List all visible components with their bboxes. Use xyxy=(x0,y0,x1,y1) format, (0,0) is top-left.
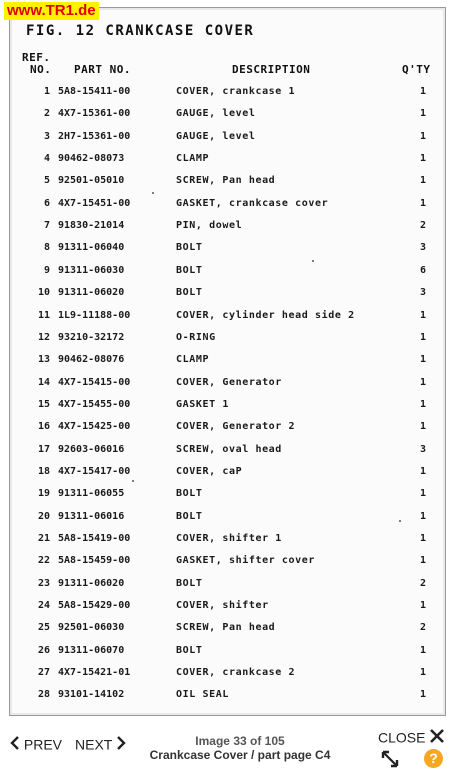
ref-no-cell: 15 xyxy=(37,398,50,410)
part-no-cell: 91311-06020 xyxy=(58,577,125,589)
part-no-cell: 4X7-15415-00 xyxy=(58,376,131,388)
table-row xyxy=(12,194,443,216)
header-qty: Q'TY xyxy=(402,63,431,76)
ref-no-cell: 5 xyxy=(43,175,50,187)
image-caption: Crankcase Cover / part page C4 xyxy=(149,748,331,762)
close-icon xyxy=(429,728,445,747)
table-row xyxy=(12,373,443,395)
part-no-cell: 1L9-11188-00 xyxy=(58,309,131,321)
description-cell: GAUGE, level xyxy=(176,108,256,120)
qty-cell: 1 xyxy=(419,354,427,366)
description-cell: GASKET, shifter cover xyxy=(176,555,316,567)
part-no-cell: 4X7-15361-00 xyxy=(58,108,131,120)
ref-no-cell: 6 xyxy=(43,197,50,209)
qty-cell: 1 xyxy=(419,309,427,321)
ref-no-cell: 10 xyxy=(37,287,50,299)
qty-cell: 1 xyxy=(419,153,427,165)
figure-title: FIG. 12 CRANKCASE COVER xyxy=(26,23,255,39)
scan-speck xyxy=(312,260,314,262)
part-no-cell: 93210-32172 xyxy=(58,331,125,343)
part-no-cell: 92501-06030 xyxy=(58,622,125,634)
qty-cell: 1 xyxy=(419,175,427,187)
description-cell: CLAMP xyxy=(176,153,210,165)
ref-no-cell: 27 xyxy=(37,667,50,679)
description-cell: CLAMP xyxy=(176,354,210,366)
part-no-cell: 91830-21014 xyxy=(58,220,125,232)
ref-no-cell: 3 xyxy=(43,130,50,142)
part-no-cell: 90462-08073 xyxy=(58,153,125,165)
qty-cell: 3 xyxy=(419,287,427,299)
description-cell: COVER, Generator 2 xyxy=(176,421,296,433)
table-row xyxy=(12,529,443,551)
description-cell: SCREW, Pan head xyxy=(176,622,276,634)
ref-no-cell: 14 xyxy=(37,376,50,388)
help-icon[interactable]: ? xyxy=(424,749,443,768)
part-no-cell: 91311-06030 xyxy=(58,264,125,276)
part-no-cell: 4X7-15451-00 xyxy=(58,197,131,209)
part-no-cell: 5A8-15459-00 xyxy=(58,555,131,567)
qty-cell: 1 xyxy=(419,555,427,567)
ref-no-cell: 24 xyxy=(37,600,50,612)
description-cell: BOLT xyxy=(176,287,203,299)
qty-cell: 2 xyxy=(419,220,427,232)
table-row xyxy=(12,440,443,462)
table-row xyxy=(12,127,443,149)
close-button[interactable] xyxy=(378,728,445,747)
part-no-cell: 91311-06070 xyxy=(58,644,125,656)
table-row xyxy=(12,663,443,685)
qty-cell: 1 xyxy=(419,488,427,500)
qty-cell: 6 xyxy=(419,264,427,276)
table-row xyxy=(12,641,443,663)
description-cell: OIL SEAL xyxy=(176,689,229,701)
ref-no-cell: 20 xyxy=(37,510,50,522)
table-row xyxy=(12,551,443,573)
part-no-cell: 90462-08076 xyxy=(58,354,125,366)
close-label: CLOSE xyxy=(378,729,426,746)
part-no-cell: 5A8-15429-00 xyxy=(58,600,131,612)
qty-cell: 2 xyxy=(419,577,427,589)
qty-cell: 1 xyxy=(419,331,427,343)
header-no: NO. xyxy=(30,63,52,76)
table-row xyxy=(12,350,443,372)
description-cell: COVER, crankcase 2 xyxy=(176,667,296,679)
part-no-cell: 91311-06016 xyxy=(58,510,125,522)
qty-cell: 1 xyxy=(419,644,427,656)
ref-no-cell: 23 xyxy=(37,577,50,589)
header-part-no: PART NO. xyxy=(74,63,131,76)
scan-speck xyxy=(399,520,401,522)
description-cell: O-RING xyxy=(176,331,216,343)
ref-no-cell: 17 xyxy=(37,443,50,455)
qty-cell: 3 xyxy=(419,242,427,254)
part-no-cell: 2H7-15361-00 xyxy=(58,130,131,142)
description-cell: COVER, shifter 1 xyxy=(176,533,282,544)
description-cell: COVER, caP xyxy=(176,465,243,477)
image-counter: Image 33 of 105 xyxy=(195,734,285,748)
scan-speck xyxy=(152,192,154,194)
table-row xyxy=(12,82,443,104)
qty-cell: 1 xyxy=(419,398,427,410)
ref-no-cell: 7 xyxy=(43,220,50,232)
part-no-cell: 93101-14102 xyxy=(58,689,125,701)
ref-no-cell: 4 xyxy=(43,153,50,165)
part-no-cell: 91311-06020 xyxy=(58,287,125,299)
description-cell: SCREW, Pan head xyxy=(176,175,276,187)
table-row xyxy=(12,484,443,506)
table-row xyxy=(12,171,443,193)
table-row xyxy=(12,462,443,484)
qty-cell: 1 xyxy=(419,600,427,612)
description-cell: COVER, cylinder head side 2 xyxy=(176,309,355,321)
ref-no-cell: 22 xyxy=(37,555,50,567)
ref-no-cell: 26 xyxy=(37,644,50,656)
qty-cell: 1 xyxy=(419,108,427,120)
description-cell: GASKET 1 xyxy=(176,398,229,410)
description-cell: BOLT xyxy=(176,510,203,522)
description-cell: BOLT xyxy=(176,264,203,276)
ref-no-cell: 8 xyxy=(43,242,50,254)
ref-no-cell: 13 xyxy=(37,354,50,366)
part-no-cell: 5A8-15419-00 xyxy=(58,533,131,544)
table-row xyxy=(12,395,443,417)
qty-cell: 1 xyxy=(419,465,427,477)
qty-cell: 2 xyxy=(419,622,427,634)
table-row xyxy=(12,216,443,238)
description-cell: COVER, shifter xyxy=(176,600,269,612)
qty-cell: 1 xyxy=(419,533,427,544)
qty-cell: 1 xyxy=(419,510,427,522)
part-no-cell: 4X7-15417-00 xyxy=(58,465,131,477)
ref-no-cell: 19 xyxy=(37,488,50,500)
chevron-left-icon xyxy=(10,736,20,753)
part-no-cell: 92501-05010 xyxy=(58,175,125,187)
table-row xyxy=(12,685,443,707)
chevron-right-icon xyxy=(116,736,126,753)
qty-cell: 3 xyxy=(419,443,427,455)
table-row xyxy=(12,328,443,350)
parts-page-image xyxy=(12,10,443,713)
qty-cell: 1 xyxy=(419,130,427,142)
ref-no-cell: 2 xyxy=(43,108,50,120)
table-row xyxy=(12,283,443,305)
description-cell: BOLT xyxy=(176,242,203,254)
qty-cell: 1 xyxy=(419,667,427,679)
part-no-cell: 4X7-15421-01 xyxy=(58,667,131,679)
scan-speck xyxy=(132,480,134,482)
qty-cell: 1 xyxy=(419,689,427,701)
ref-no-cell: 16 xyxy=(37,421,50,433)
qty-cell: 1 xyxy=(419,86,427,97)
part-no-cell: 91311-06040 xyxy=(58,242,125,254)
table-row xyxy=(12,417,443,439)
table-row xyxy=(12,104,443,126)
description-cell: BOLT xyxy=(176,488,203,500)
part-no-cell: 5A8-15411-00 xyxy=(58,86,131,97)
description-cell: SCREW, oval head xyxy=(176,443,282,455)
table-row xyxy=(12,618,443,640)
qty-cell: 1 xyxy=(419,376,427,388)
table-row xyxy=(12,149,443,171)
qty-cell: 1 xyxy=(419,197,427,209)
ref-no-cell: 9 xyxy=(43,264,50,276)
description-cell: GAUGE, level xyxy=(176,130,256,142)
part-no-cell: 92603-06016 xyxy=(58,443,125,455)
description-cell: GASKET, crankcase cover xyxy=(176,197,329,209)
table-row xyxy=(12,574,443,596)
ref-no-cell: 25 xyxy=(37,622,50,634)
site-logo[interactable]: www.TR1.de xyxy=(4,2,99,20)
prev-label: PREV xyxy=(23,736,63,753)
next-label: NEXT xyxy=(75,736,113,753)
prev-button[interactable] xyxy=(10,735,62,753)
fullscreen-icon[interactable] xyxy=(380,749,400,774)
part-no-cell: 91311-06055 xyxy=(58,488,125,500)
table-row xyxy=(12,238,443,260)
table-row xyxy=(12,596,443,618)
description-cell: PIN, dowel xyxy=(176,220,243,232)
part-no-cell: 4X7-15455-00 xyxy=(58,398,131,410)
ref-no-cell: 1 xyxy=(43,86,50,97)
table-row xyxy=(12,261,443,283)
header-ref: REF. xyxy=(22,51,51,64)
header-description: DESCRIPTION xyxy=(232,63,311,76)
table-row xyxy=(12,507,443,529)
next-button[interactable] xyxy=(75,735,126,753)
description-cell: BOLT xyxy=(176,577,203,589)
ref-no-cell: 11 xyxy=(37,309,50,321)
description-cell: BOLT xyxy=(176,644,203,656)
ref-no-cell: 21 xyxy=(37,533,50,544)
part-no-cell: 4X7-15425-00 xyxy=(58,421,131,433)
qty-cell: 1 xyxy=(419,421,427,433)
ref-no-cell: 18 xyxy=(37,465,50,477)
description-cell: COVER, crankcase 1 xyxy=(176,86,296,97)
table-row xyxy=(12,306,443,328)
ref-no-cell: 28 xyxy=(37,689,50,701)
description-cell: COVER, Generator xyxy=(176,376,282,388)
ref-no-cell: 12 xyxy=(37,331,50,343)
